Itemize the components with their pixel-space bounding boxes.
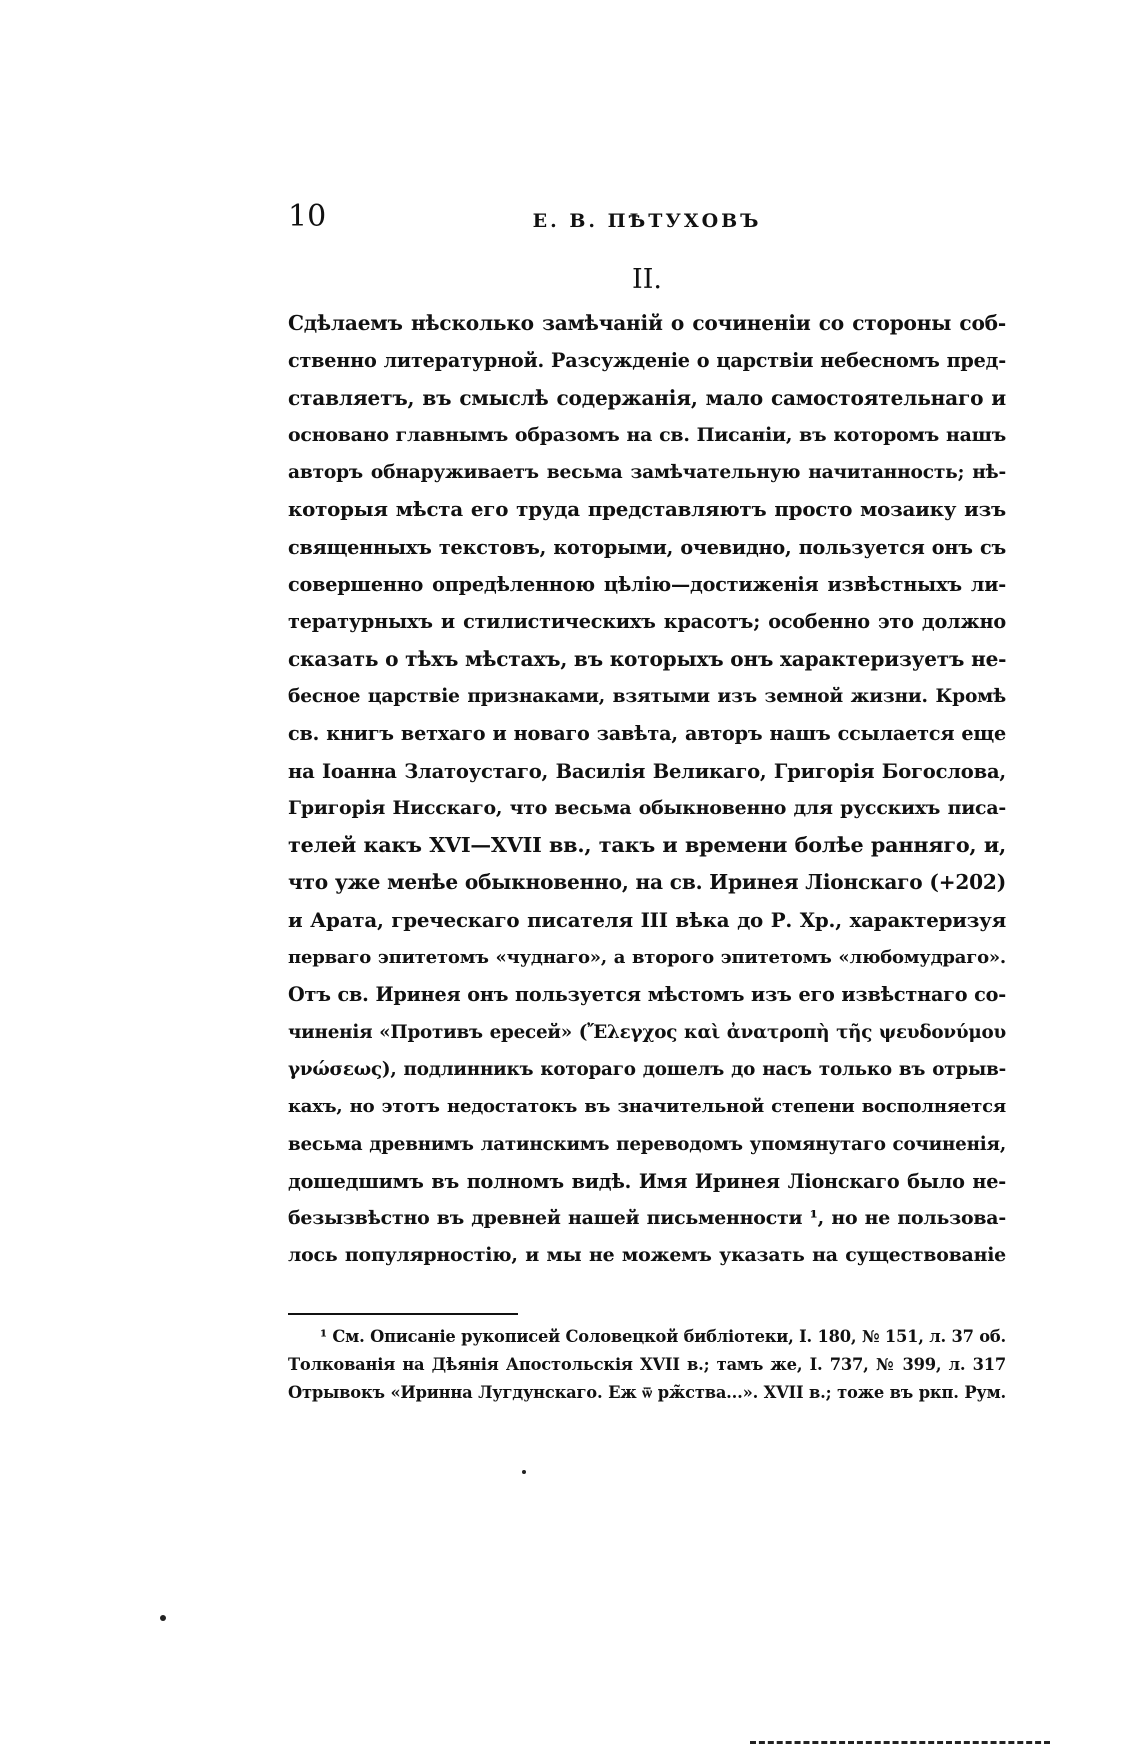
body-line: авторъ обнаруживаетъ весьма замѣчательную начитанность; нѣ- <box>288 462 1006 484</box>
body-line: весьма древнимъ латинскимъ переводомъ упомянутаго сочиненія, <box>288 1133 1006 1155</box>
body-line: которыя мѣста его труда представляютъ просто мозаику изъ <box>288 497 1006 522</box>
body-line: священныхъ текстовъ, которыми, очевидно, пользуется онъ съ <box>288 535 1006 559</box>
footnote-line: Отрывокъ «Иринна Лугдунскаго. Еж ѿ рж̃ства...». XVII в.; тоже въ ркп. Рум. <box>288 1383 1006 1402</box>
body-line: ставляетъ, въ смыслѣ содержанія, мало самостоятельнаго и <box>288 385 1006 410</box>
body-line: лось популярностію, и мы не можемъ указать на существованіе <box>288 1244 1006 1267</box>
body-line: кахъ, но этотъ недостатокъ въ значительной степени восполняется <box>288 1096 1006 1118</box>
body-line: сказать о тѣхъ мѣстахъ, въ которыхъ онъ характеризуетъ не- <box>288 646 1007 671</box>
section-number: II. <box>632 264 662 295</box>
print-speck <box>160 1615 166 1621</box>
footnote-line: ¹ См. Описаніе рукописей Соловецкой библіотеки, I. 180, № 151, л. 37 об. <box>320 1327 1006 1346</box>
footnote-divider <box>288 1313 518 1315</box>
body-line: тературныхъ и стилистическихъ красотъ; особенно это должно <box>288 610 1006 634</box>
body-line: ственно литературной. Разсужденіе о царствіи небесномъ пред- <box>288 349 1006 373</box>
body-line: дошедшимъ въ полномъ видѣ. Имя Иринея Ліонскаго было не- <box>288 1169 1006 1193</box>
body-line: основано главнымъ образомъ на св. Писаніи, въ которомъ нашъ <box>288 423 1006 446</box>
body-line: перваго эпитетомъ «чуднаго», а второго эпитетомъ «любомудраго». <box>288 947 1006 969</box>
body-line: Сдѣлаемъ нѣсколько замѣчаній о сочиненіи со стороны соб- <box>288 311 1006 335</box>
body-line: Григорія Нисскаго, что весьма обыкновенно для русскихъ писа- <box>288 796 1006 819</box>
body-line: телей какъ XVI—XVII вв., такъ и времени болѣе ранняго, и, <box>288 833 1006 858</box>
body-line: что уже менѣе обыкновенно, на св. Иринея Ліонскаго (+202) <box>288 870 1006 895</box>
print-speck <box>522 1470 526 1474</box>
body-line: γνώσεως), подлинникъ котораго дошелъ до насъ только въ отрыв- <box>288 1058 1006 1080</box>
footnote-line: Толкованія на Дѣянія Апостольскія XVII в.; тамъ же, I. 737, № 399, л. 317 <box>288 1355 1006 1374</box>
page-header <box>288 199 1006 242</box>
body-text <box>288 305 1006 1275</box>
body-line: Отъ св. Иринея онъ пользуется мѣстомъ изъ его извѣстнаго со- <box>288 983 1006 1007</box>
body-line: безызвѣстно въ древней нашей письменности ¹, но не пользова- <box>288 1207 1006 1230</box>
body-line: св. книгъ ветхаго и новаго завѣта, авторъ нашъ ссылается еще <box>288 722 1006 746</box>
body-line: чиненія «Противъ ересей» (Ἔλεγχος καὶ ἀνατροπὴ τῆς ψευδονύμου <box>288 1021 1006 1043</box>
body-line: на Іоанна Златоустаго, Василія Великаго, Григорія Богослова, <box>288 759 1006 783</box>
footnotes <box>288 1323 1006 1407</box>
running-head: Е. В. ПѢТУХОВЪ <box>532 210 762 232</box>
page-number: 10 <box>288 199 327 234</box>
body-line: и Арата, греческаго писателя III вѣка до Р. Хр., характеризуя <box>288 907 1006 932</box>
body-line: бесное царствіе признаками, взятыми изъ земной жизни. Кромѣ <box>288 685 1006 707</box>
body-line: совершенно опредѣленною цѣлію—достиженія извѣстныхъ ли- <box>288 573 1006 597</box>
